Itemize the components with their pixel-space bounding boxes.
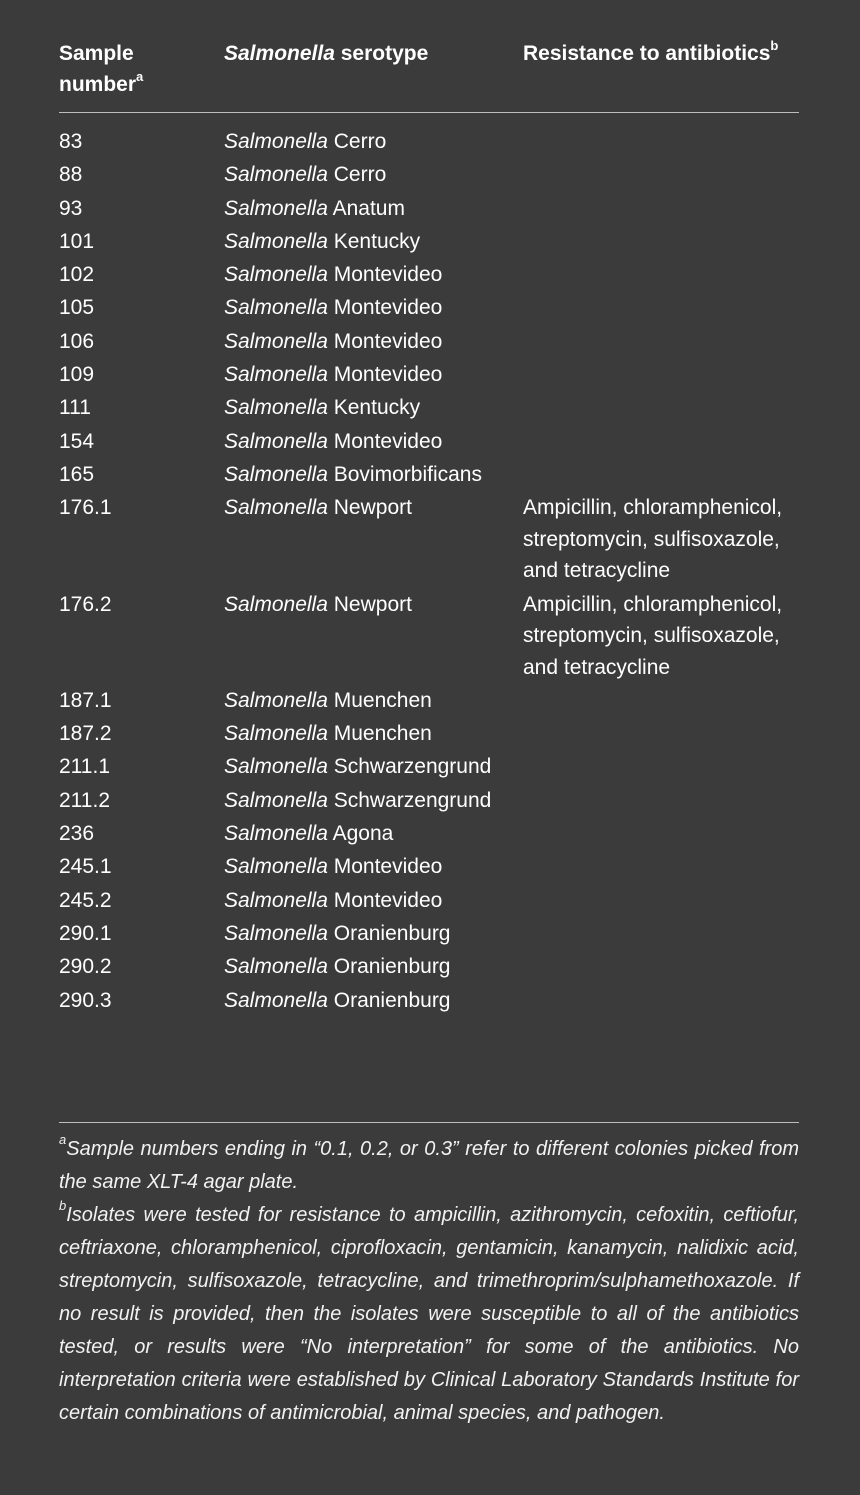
sample-number-cell: 245.1 (59, 855, 112, 879)
serotype-genus: Salmonella (224, 988, 328, 1012)
serotype-name: Montevideo (333, 855, 443, 879)
footer-divider (59, 1122, 799, 1123)
serotype-genus: Salmonella (224, 296, 328, 320)
serotype-cell (224, 193, 523, 225)
sample-number-cell: 187.1 (59, 688, 112, 712)
serotype-genus: Salmonella (224, 462, 328, 486)
serotype-name: Agona (332, 822, 394, 846)
serotype-name: Kentucky (333, 229, 421, 253)
serotype-name: Bovimorbificans (333, 462, 482, 486)
serotype-genus: Salmonella (224, 163, 328, 187)
serotype-name: Kentucky (333, 396, 421, 420)
sample-number-cell: 102 (59, 263, 95, 287)
footnote-b (59, 1199, 799, 1430)
serotype-genus: Salmonella (224, 755, 328, 779)
serotype-name: Anatum (332, 196, 405, 220)
table-row (59, 818, 799, 850)
sample-number-cell: 106 (59, 329, 95, 353)
table-body (59, 126, 799, 1018)
header-resistance-footnote-mark: b (770, 38, 779, 53)
serotype-name: Oranienburg (333, 921, 451, 945)
sample-number-cell: 290.2 (59, 955, 112, 979)
header-resistance (523, 38, 778, 69)
footnote-mark: a (59, 1132, 67, 1148)
serotype-genus: Salmonella (224, 788, 328, 812)
sample-number-cell: 236 (59, 822, 95, 846)
serotype-cell (224, 159, 523, 191)
serotype-genus: Salmonella (224, 363, 328, 387)
serotype-name: Newport (333, 592, 412, 616)
table-row (59, 785, 799, 817)
table-row (59, 885, 799, 917)
footnote-text: Sample numbers ending in “0.1, 0.2, or 0.3” refer to different colonies picked from the same XLT-4 agar plate. (59, 1138, 799, 1193)
serotype-cell (224, 459, 523, 491)
serotype-cell (224, 951, 523, 983)
header-sample-label: Sample number (59, 42, 137, 96)
sample-number-cell: 176.1 (59, 496, 112, 520)
table-row (59, 259, 799, 291)
serotype-cell (224, 326, 523, 358)
serotype-cell (224, 226, 523, 258)
serotype-genus: Salmonella (224, 888, 328, 912)
serotype-cell (224, 751, 523, 783)
sample-number-cell: 101 (59, 229, 95, 253)
table-row (59, 126, 799, 158)
serotype-genus: Salmonella (224, 855, 328, 879)
footnote-text: Isolates were tested for resistance to ampicillin, azithromycin, cefoxitin, ceftiofur, ceftriaxone, chloramphenicol, ciprofloxacin, gentamicin, kanamycin, nalidixic acid, streptomycin, sulfisoxazole, tetracycline, and trimethroprim/sulphamethoxazole. If no result is provided, then the isolates were susceptible to all of the antibiotics tested, or results were “No interpretation” for some of the antibiotics. No interpretation criteria were established by Clinical Laboratory Standards Institute for certain combinations of antimicrobial, animal species, and pathogen. (59, 1204, 799, 1424)
serotype-genus: Salmonella (224, 921, 328, 945)
table-row (59, 985, 799, 1017)
header-sample-number (59, 38, 219, 100)
serotype-cell (224, 818, 523, 850)
serotype-name: Newport (333, 496, 412, 520)
serotype-cell (224, 492, 523, 524)
sample-number-cell: 93 (59, 196, 83, 220)
serotype-genus: Salmonella (224, 722, 328, 746)
serotype-cell (224, 985, 523, 1017)
sample-number-cell: 83 (59, 130, 83, 153)
table-row (59, 751, 799, 783)
serotype-name: Montevideo (333, 429, 443, 453)
serotype-genus: Salmonella (224, 496, 328, 520)
serotype-name: Cerro (333, 163, 387, 187)
sample-number-cell: 245.2 (59, 888, 112, 912)
table-row (59, 359, 799, 391)
table-row (59, 426, 799, 458)
serotype-cell (224, 685, 523, 717)
serotype-name: Montevideo (333, 363, 443, 387)
sample-number-cell: 211.1 (59, 755, 110, 779)
table-row (59, 159, 799, 191)
sample-number-cell: 109 (59, 363, 95, 387)
serotype-name: Montevideo (333, 888, 443, 912)
sample-number-cell: 88 (59, 163, 83, 187)
resistance-cell: Ampicillin, chloramphenicol, streptomycin, sulfisoxazole, and tetracycline (523, 496, 783, 583)
sample-number-cell: 105 (59, 296, 95, 320)
serotype-cell (224, 259, 523, 291)
serotype-cell (224, 918, 523, 950)
serotype-cell (224, 292, 523, 324)
serotype-name: Oranienburg (333, 955, 451, 979)
header-resistance-label: Resistance to antibiotics (523, 42, 771, 65)
footnote-mark: b (59, 1198, 67, 1214)
sample-number-cell: 176.2 (59, 592, 112, 616)
footnote-a (59, 1133, 799, 1199)
header-serotype (224, 38, 428, 69)
table-row (59, 292, 799, 324)
serotype-name: Schwarzengrund (333, 755, 492, 779)
serotype-genus: Salmonella (224, 688, 328, 712)
table-row (59, 193, 799, 225)
serotype-cell (224, 885, 523, 917)
serotype-cell (224, 718, 523, 750)
header-serotype-genus: Salmonella (224, 42, 335, 65)
table-row (59, 851, 799, 883)
serotype-cell (224, 851, 523, 883)
sample-number-cell: 154 (59, 429, 95, 453)
table-header (59, 38, 799, 100)
serotype-name: Muenchen (333, 722, 432, 746)
header-serotype-label: serotype (334, 42, 429, 65)
table-row (59, 492, 799, 587)
serotype-cell (224, 426, 523, 458)
serotype-cell (224, 589, 523, 621)
header-divider (59, 112, 799, 113)
table-row (59, 326, 799, 358)
serotype-genus: Salmonella (224, 396, 328, 420)
serotype-name: Montevideo (333, 263, 443, 287)
serotype-name: Schwarzengrund (333, 788, 492, 812)
serotype-cell (224, 785, 523, 817)
serotype-genus: Salmonella (224, 955, 328, 979)
sample-number-cell: 290.1 (59, 921, 112, 945)
serotype-name: Montevideo (333, 329, 443, 353)
sample-number-cell: 211.2 (59, 788, 110, 812)
serotype-genus: Salmonella (224, 229, 328, 253)
table-row (59, 718, 799, 750)
table-row (59, 459, 799, 491)
header-sample-footnote-mark: a (136, 69, 144, 84)
serotype-genus: Salmonella (224, 130, 328, 153)
serotype-cell (224, 126, 523, 158)
serotype-cell (224, 359, 523, 391)
table-row (59, 918, 799, 950)
table-row (59, 589, 799, 684)
serotype-genus: Salmonella (224, 822, 328, 846)
serotype-genus: Salmonella (224, 429, 328, 453)
serotype-name: Montevideo (333, 296, 443, 320)
table-row (59, 226, 799, 258)
table-row (59, 685, 799, 717)
serotype-genus: Salmonella (224, 592, 328, 616)
table-row (59, 951, 799, 983)
serotype-name: Oranienburg (333, 988, 451, 1012)
serotype-cell (224, 392, 523, 424)
serotype-genus: Salmonella (224, 263, 328, 287)
table-row (59, 392, 799, 424)
serotype-name: Cerro (333, 130, 387, 153)
footnotes (59, 1133, 799, 1430)
serotype-name: Muenchen (333, 688, 432, 712)
resistance-cell: Ampicillin, chloramphenicol, streptomycin, sulfisoxazole, and tetracycline (523, 592, 783, 679)
sample-number-cell: 290.3 (59, 988, 112, 1012)
sample-number-cell: 187.2 (59, 722, 112, 746)
serotype-genus: Salmonella (224, 329, 328, 353)
sample-number-cell: 111 (59, 396, 91, 420)
serotype-genus: Salmonella (224, 196, 328, 220)
sample-number-cell: 165 (59, 462, 95, 486)
